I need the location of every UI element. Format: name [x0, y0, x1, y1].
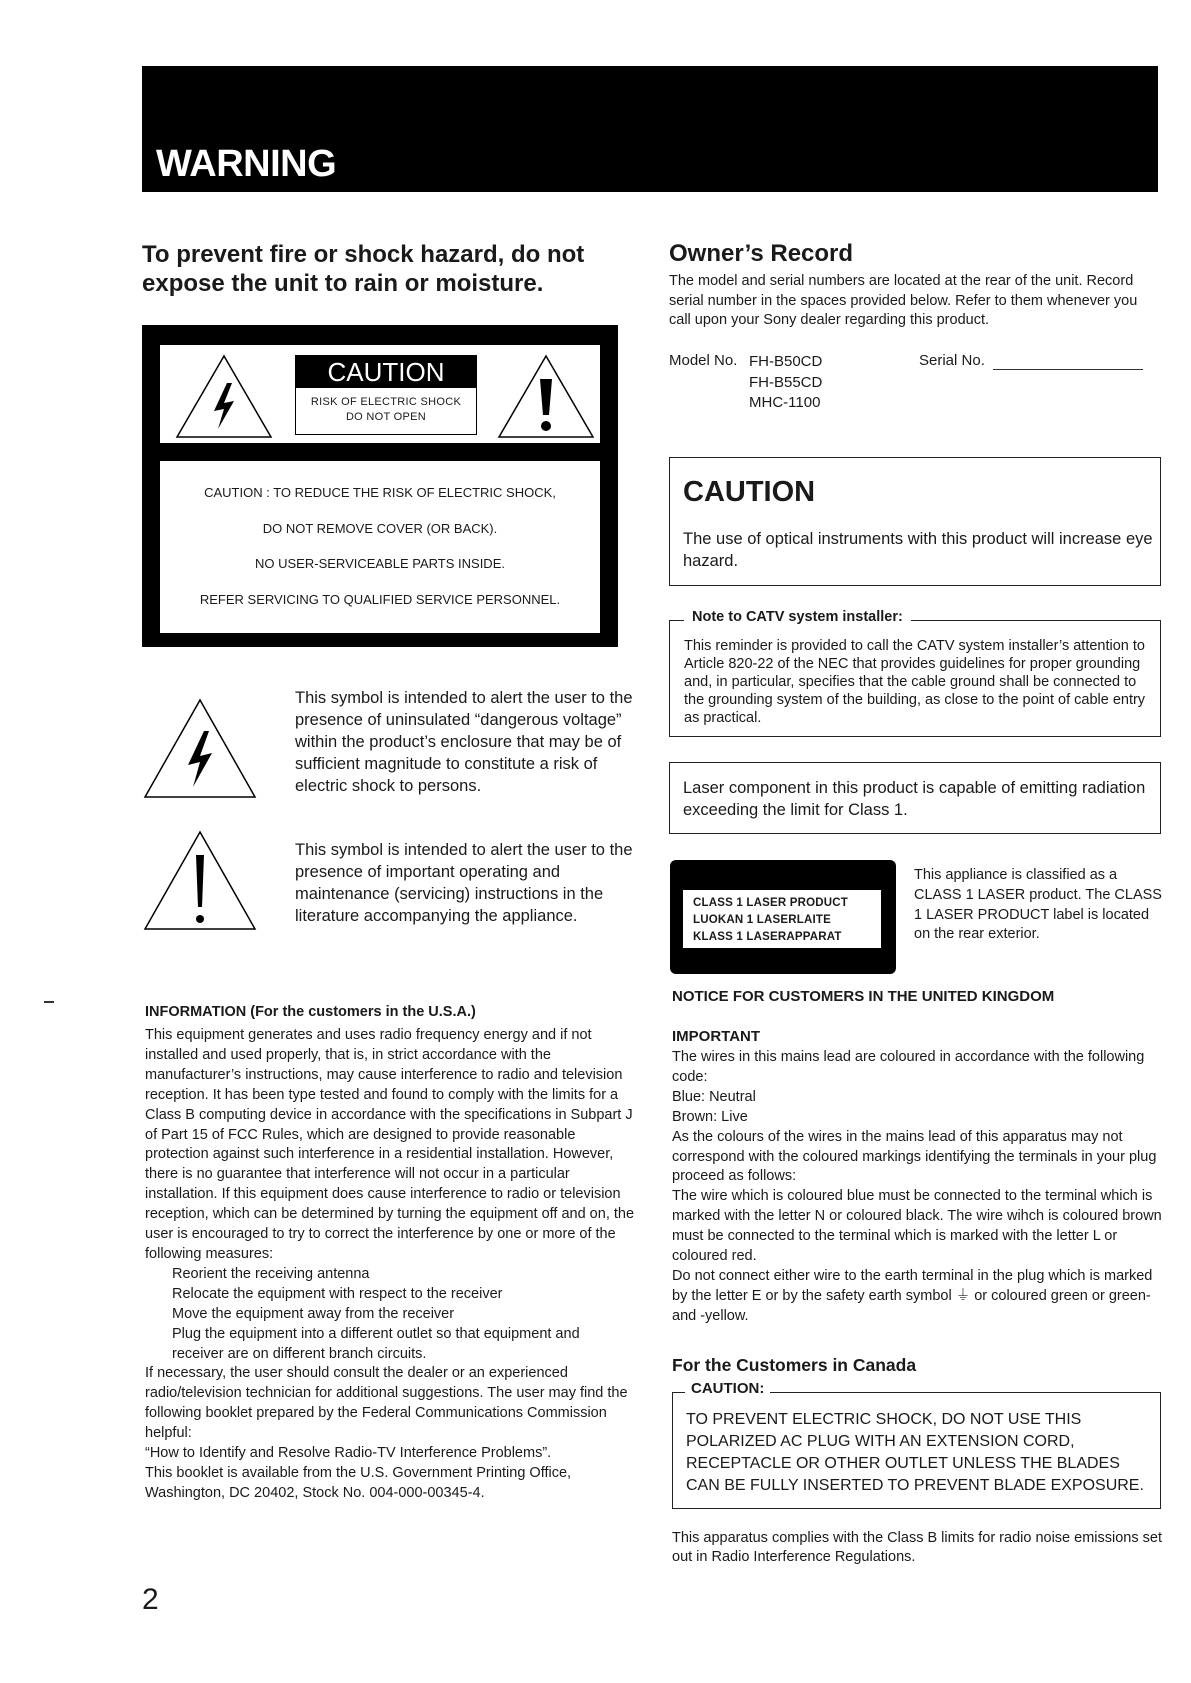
canada-caution-label: CAUTION: — [685, 1380, 770, 1397]
model-list — [749, 352, 822, 414]
caution-line: DO NOT REMOVE COVER (OR BACK). — [262, 521, 498, 536]
caution-line: REFER SERVICING TO QUALIFIED SERVICE PERSONNEL. — [199, 592, 561, 607]
uk-notice-heading: NOTICE FOR CUSTOMERS IN THE UNITED KINGDOM — [672, 988, 1055, 1005]
page-number: 2 — [142, 1583, 159, 1616]
serial-label: Serial No. — [919, 352, 985, 369]
model-item: FH-B50CD — [749, 353, 823, 370]
catv-note-box — [669, 620, 1161, 737]
information-intro: This equipment generates and uses radio frequency energy and if not installed and used properly, that is, in strict accordance with the manufacturer’s instructions, may cause interference to radio and television reception. It has been type tested and found to comply with the limits for a Class B computing device in accordance with the specifications in Subpart J of Part 15 of FCC Rules, which are designed to provide reasonable protection against such interference in a residential installation. However, there is no guarantee that interference will not occur in a particular installation. If this equipment does cause interference to radio or television reception, which can be determined by turning the equipment off and on, the user is encouraged to try to correct the interference by one or more of the following measures: — [145, 1027, 635, 1262]
caution-sign-subtitle: RISK OF ELECTRIC SHOCK DO NOT OPEN — [310, 396, 462, 423]
laser-classification-text: This appliance is classified as a CLASS 1 LASER product. The CLASS 1 LASER PRODUCT label is located on the rear exterior. — [914, 867, 1162, 943]
exclamation-symbol-icon — [142, 829, 258, 933]
lightning-symbol-icon — [142, 697, 258, 801]
eye-caution-text: The use of optical instruments with this product will increase eye hazard. — [683, 530, 1153, 570]
exclamation-warning-icon — [496, 353, 596, 441]
canada-caution-box — [672, 1392, 1161, 1509]
serial-number-blank — [993, 369, 1143, 370]
caution-sign — [295, 355, 477, 435]
information-booklet-title: “How to Identify and Resolve Radio-TV Interference Problems”. — [145, 1445, 552, 1462]
catv-note-text: This reminder is provided to call the CATV system installer’s attention to Article 820-22 of the NEC that provides guidelines for proper grounding and, in particular, specifies that the cable ground shall be connected to the grounding system of the building, as close to the point of cable entry as practical. — [684, 638, 1146, 726]
owners-record-text: The model and serial numbers are located at the rear of the unit. Record serial number in the spaces provided below. Refer to them whenever you call upon your Sony dealer regarding this product. — [669, 273, 1138, 328]
measure-item: Plug the equipment into a different outlet so that equipment and receiver are on different branch circuits. — [172, 1325, 580, 1362]
eye-hazard-caution-box — [669, 457, 1161, 586]
information-booklet-source: This booklet is available from the U.S. Government Printing Office, Washington, DC 20402, Stock No. 004-000-00345-4. — [145, 1464, 572, 1501]
lightning-symbol-text: This symbol is intended to alert the user to the presence of uninsulated “dangerous voltage” within the product’s enclosure that may be of sufficient magnitude to constitute a risk of electric shock to persons. — [295, 689, 633, 795]
lightning-warning-icon — [174, 353, 274, 441]
laser-notice-box — [669, 762, 1161, 834]
measure-item: Reorient the receiving antenna — [172, 1265, 370, 1282]
exclamation-symbol-text: This symbol is intended to alert the user to the presence of important operating and maintenance (servicing) instructions in the literature accompanying the appliance. — [295, 841, 633, 925]
owners-record-title: Owner’s Record — [669, 240, 854, 267]
laser-notice-text: Laser component in this product is capable of emitting radiation exceeding the limit for Class 1. — [683, 779, 1146, 819]
laser-product-label — [670, 860, 896, 974]
caution-label-panel — [142, 325, 618, 647]
caution-sign-title: CAUTION — [296, 356, 476, 388]
laser-label-text: CLASS 1 LASER PRODUCT LUOKAN 1 LASERLAITE KLASS 1 LASERAPPARAT — [683, 890, 881, 948]
information-heading: INFORMATION (For the customers in the U.S.A.) — [145, 1004, 476, 1020]
catv-note-label: Note to CATV system installer: — [684, 609, 911, 625]
warning-banner — [142, 66, 1158, 192]
canada-caution-text: TO PREVENT ELECTRIC SHOCK, DO NOT USE THIS POLARIZED AC PLUG WITH AN EXTENSION CORD, RECEPTACLE OR OTHER OUTLET UNLESS THE BLADES CAN BE FULLY INSERTED TO PREVENT BLADE EXPOSURE. — [686, 1411, 1144, 1494]
information-text — [145, 1026, 635, 1504]
caution-line: CAUTION : TO REDUCE THE RISK OF ELECTRIC SHOCK, — [204, 485, 556, 500]
banner-title: WARNING — [156, 143, 337, 185]
model-item: FH-B55CD — [749, 373, 823, 391]
measure-item: Move the equipment away from the receiver — [172, 1305, 455, 1322]
eye-caution-title: CAUTION — [683, 476, 816, 508]
margin-mark — [44, 1001, 54, 1003]
caution-line: NO USER-SERVICEABLE PARTS INSIDE. — [255, 556, 505, 571]
canada-compliance-note: This apparatus complies with the Class B limits for radio noise emissions set out in Radio Interference Regulations. — [672, 1530, 1162, 1565]
canada-heading: For the Customers in Canada — [672, 1355, 917, 1375]
page-headline: To prevent fire or shock hazard, do not expose the unit to rain or moisture. — [142, 241, 585, 297]
measure-item: Relocate the equipment with respect to the receiver — [172, 1285, 503, 1302]
model-label: Model No. — [669, 352, 738, 369]
important-heading: IMPORTANT — [672, 1028, 761, 1045]
caution-label-text — [160, 461, 600, 633]
caution-label-top — [160, 345, 600, 443]
information-outro: If necessary, the user should consult the dealer or an experienced radio/television technician for additional suggestions. The user may find the following booklet prepared by the Federal Communications Commission helpful: — [145, 1365, 628, 1442]
uk-notice-text: The wires in this mains lead are coloured in accordance with the following code: Blue: Neutral Brown: Live As the colours of the wires in the mains lead of this apparatus may not correspond with the coloured markings identifying the terminals in your plug proceed as follows: The wire which is coloured blue must be connected to the terminal which is marked with the letter N or coloured black. The wire wihch is coloured brown must be connected to the terminal which is marked with the letter L or coloured red. Do not connect either wire to the earth terminal in the plug which is marked by the letter E or by the safety earth symbol ⏚ or coloured green or green-and -yellow. — [672, 1049, 1162, 1324]
model-item: MHC-1100 — [749, 394, 821, 411]
